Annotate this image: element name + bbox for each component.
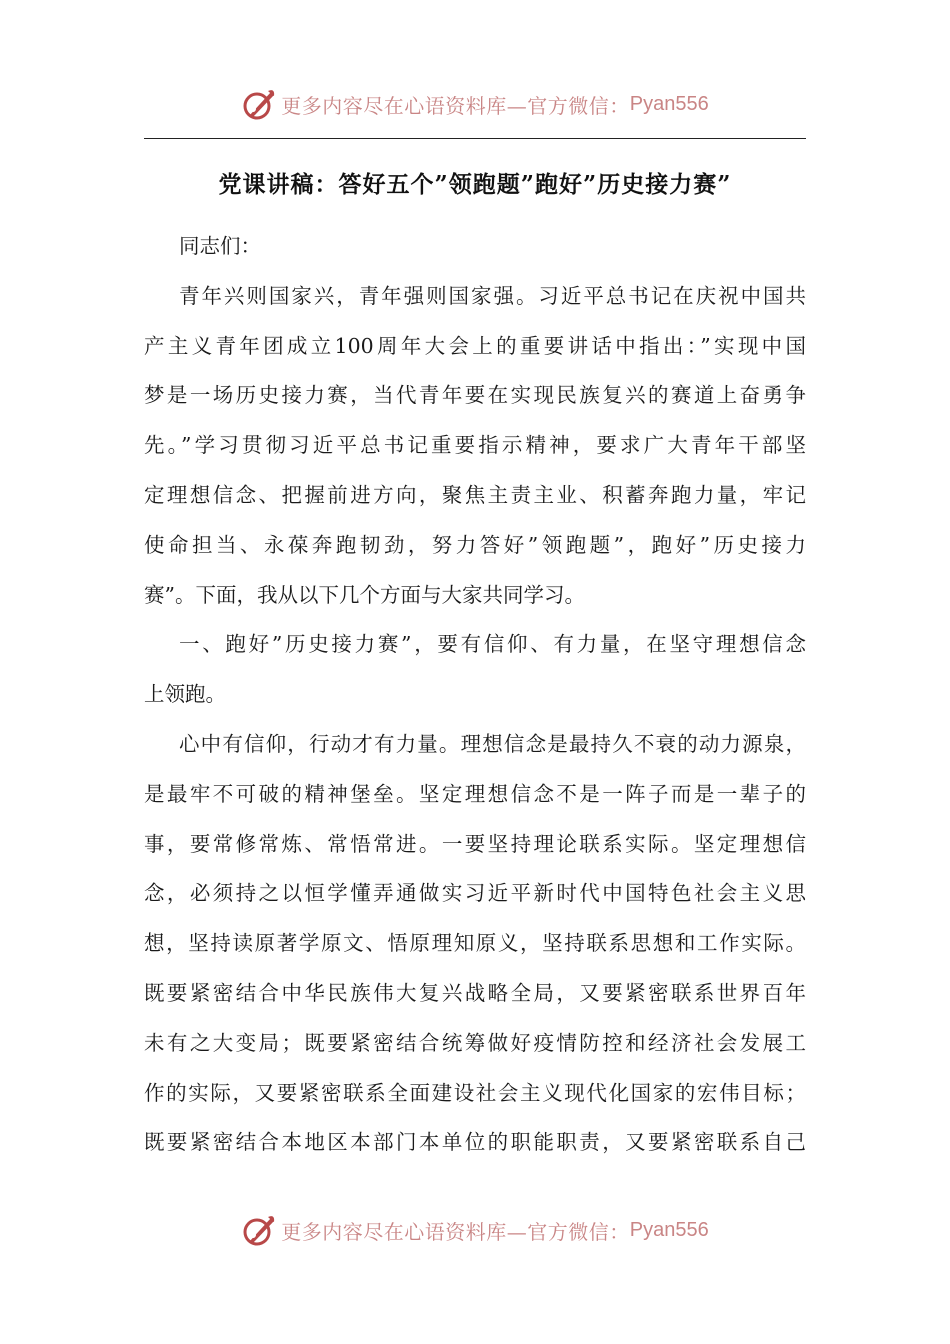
paragraph-line: 事，要常修常炼、常悟常进。一要坚持理论联系实际。坚定理想信 [144,831,806,856]
watermark-wechat-handle: Pyan556 [629,92,709,115]
paragraph-line: 念，必须持之以恒学懂弄通做实习近平新时代中国特色社会主义思 [144,881,806,906]
paragraph-line: 定理想信念、把握前进方向，聚焦主责主业、积蓄奔跑力量，牢记 [144,482,806,507]
paragraph-line: 使命担当、永葆奔跑韧劲，努力答好”领跑题”，跑好”历史接力 [144,532,806,557]
paragraph-line: 先。”学习贯彻习近平总书记重要指示精神，要求广大青年干部坚 [144,433,806,458]
paragraph-line: 心中有信仰，行动才有力量。理想信念是最持久不衰的动力源泉， [179,731,806,756]
document-body [144,222,806,1168]
paragraph-line: 想，坚持读原著学原文、悟原理知原义，坚持联系思想和工作实际。 [144,931,806,956]
paragraph-line: 作的实际，又要紧密联系全面建设社会主义现代化国家的宏伟目标； [144,1080,806,1105]
paragraph-line: 梦是一场历史接力赛，当代青年要在实现民族复兴的赛道上奋勇争 [144,383,806,408]
document-title: 党课讲稿：答好五个”领跑题”跑好”历史接力赛” [218,171,732,198]
section-heading-line: 上领跑。 [144,682,226,707]
paragraph-line: 既要紧密结合中华民族伟大复兴战略全局，又要紧密联系世界百年 [144,980,806,1005]
header-divider [144,138,806,139]
watermark-banner-bottom [0,1208,950,1252]
paragraph-line: 赛”。下面，我从以下几个方面与大家共同学习。 [144,582,585,607]
paragraph-line: 未有之大变局；既要紧密结合统筹做好疫情防控和经济社会发展工 [144,1030,806,1055]
paragraph-line: 青年兴则国家兴，青年强则国家强。习近平总书记在庆祝中国共 [179,283,806,308]
watermark-text: 更多内容尽在心语资料库—官方微信： [281,93,630,118]
quill-logo-icon [241,86,277,122]
paragraph-line: 产主义青年团成立100周年大会上的重要讲话中指出：”实现中国 [144,333,806,358]
quill-logo-icon [241,1212,277,1248]
section-heading-line: 一、跑好”历史接力赛”，要有信仰、有力量，在坚守理想信念 [179,632,806,657]
paragraph-line: 既要紧密结合本地区本部门本单位的职能职责，又要紧密联系自己 [144,1130,806,1155]
salutation-line: 同志们： [179,234,261,258]
watermark-text: 更多内容尽在心语资料库—官方微信： [281,1219,630,1244]
watermark-wechat-handle: Pyan556 [629,1218,709,1241]
paragraph-line: 是最牢不可破的精神堡垒。坚定理想信念不是一阵子而是一辈子的 [144,781,806,806]
watermark-banner-top [0,82,950,126]
